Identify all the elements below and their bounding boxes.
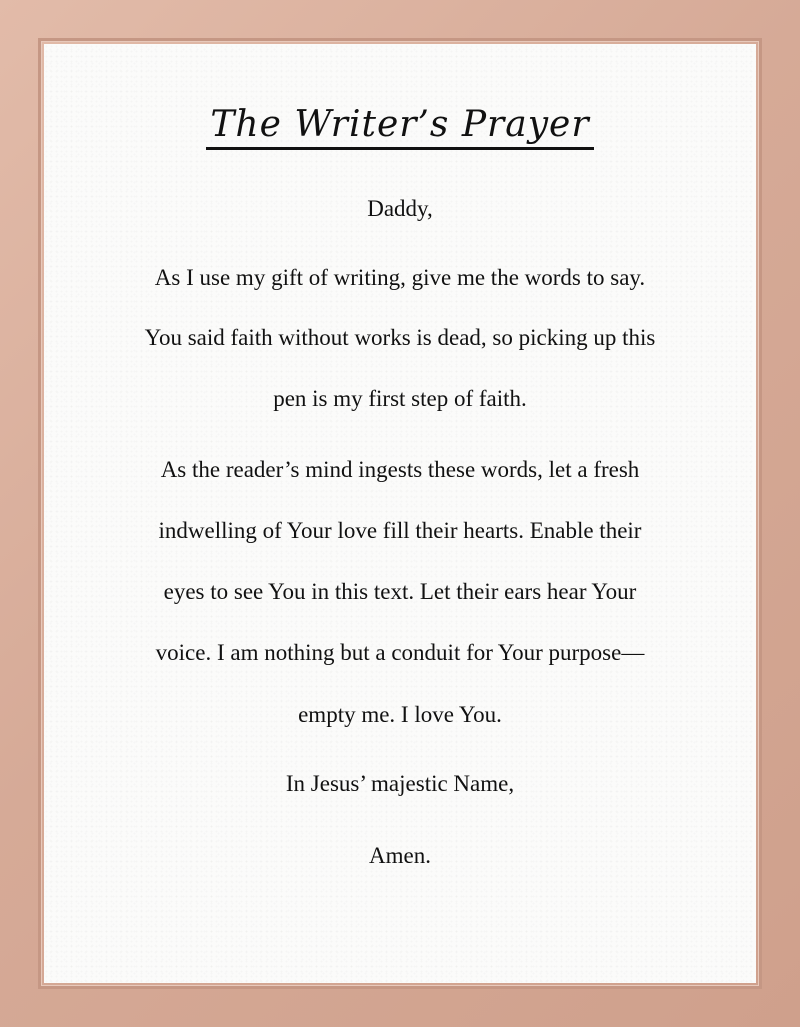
title-text: The Writer’s Prayer [206, 104, 593, 150]
salutation: Daddy, [367, 196, 433, 221]
paragraph-2-line-3: eyes to see You in this text. Let their ears hear Your [163, 579, 637, 604]
closing-line: In Jesus’ majestic Name, [285, 771, 515, 796]
prayer-document [44, 44, 756, 983]
amen: Amen. [369, 843, 431, 868]
paragraph-2-line-5: empty me. I love You. [298, 702, 502, 727]
document-title [44, 104, 756, 150]
paragraph-1-line-2: You said faith without works is dead, so picking up this [144, 325, 656, 350]
paragraph-2-line-1: As the reader’s mind ingests these words, let a fresh [160, 457, 640, 482]
paragraph-1-line-1: As I use my gift of writing, give me the words to say. [154, 265, 646, 290]
paragraph-1-line-3: pen is my first step of faith. [273, 386, 527, 411]
paragraph-2-line-4: voice. I am nothing but a conduit for Your purpose— [155, 640, 645, 665]
paragraph-2-line-2: indwelling of Your love fill their hearts. Enable their [158, 518, 642, 543]
